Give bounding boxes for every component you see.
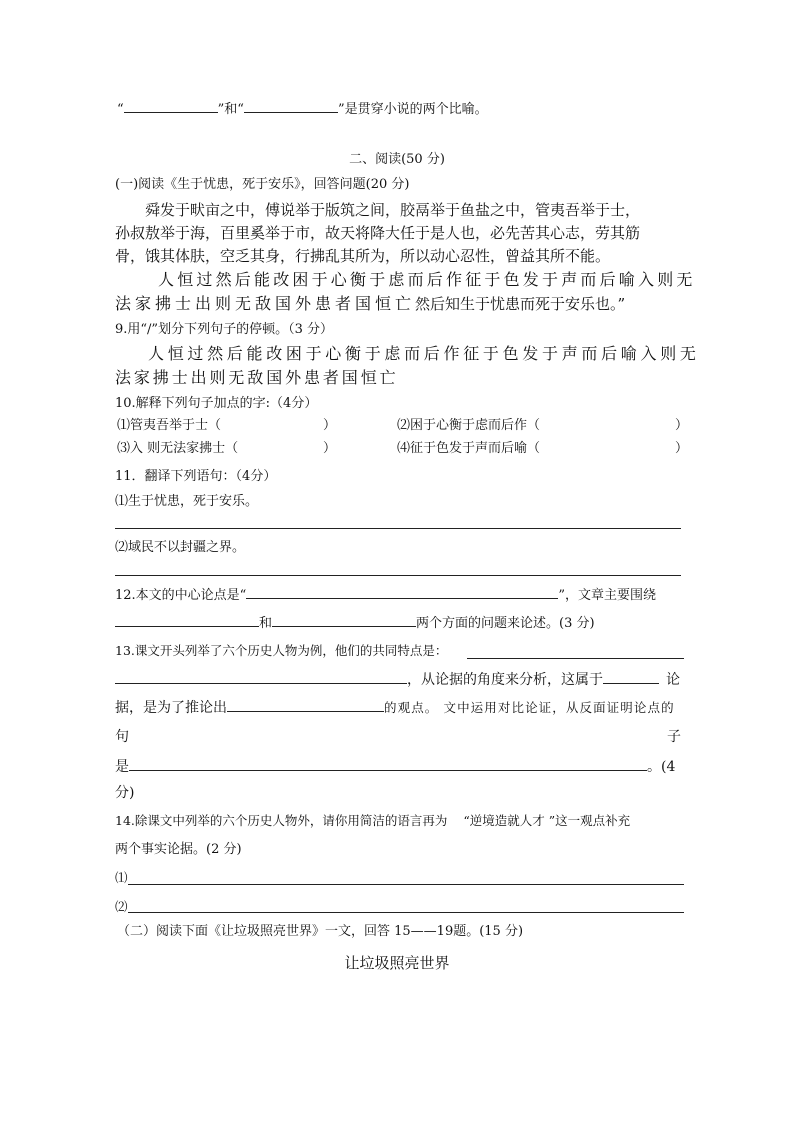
passage-line: 舜发于畎亩之中，傅说举于版筑之间，胶鬲举于鱼盐之中，管夷吾举于士， <box>145 201 641 219</box>
question-13-line: 分) <box>115 785 135 801</box>
answer-blank[interactable] <box>124 111 218 113</box>
question-10-close: ） <box>675 418 689 433</box>
question-9-title: 9.用“/”划分下列句子的停顿。（3 分） <box>115 322 333 337</box>
question-10-item: ⑷征于色发于声而后喻（ <box>397 441 541 456</box>
answer-blank[interactable] <box>244 111 338 113</box>
passage-line: 孙叔敖举于海，百里奚举于市，故天将降大任于是人也，必先苦其心志，劳其筋 <box>115 224 641 242</box>
question-11-title: 11．翻译下列语句：（4分） <box>115 469 277 484</box>
answer-line[interactable] <box>128 912 684 913</box>
top-line: “ ”和“ ”是贯穿小说的两个比喻。 <box>117 102 488 117</box>
question-13-line: 13.课文开头列举了六个历史人物为例，他们的共同特点是： <box>115 643 448 658</box>
question-13-line: 是 。(4 <box>115 759 676 775</box>
answer-blank[interactable] <box>129 769 647 771</box>
answer-line[interactable] <box>467 658 684 659</box>
question-12-line: 12.本文的中心论点是“ ”，文章主要围绕 <box>115 588 656 603</box>
question-9-sentence: 法家拂士出则无敌国外患者国恒亡 <box>115 368 399 387</box>
question-9-sentence: 人恒过然后能改困于心衡于虑而后作征于色发于声而后喻入则无 <box>148 344 700 363</box>
question-14-item: ⑴ <box>115 870 128 885</box>
answer-blank[interactable] <box>272 625 416 627</box>
question-13-line: 子 <box>667 729 681 745</box>
question-10-item: ⑴管夷吾举于士（ <box>117 418 222 433</box>
answer-blank[interactable] <box>227 710 384 712</box>
question-10-title: 10.解释下列句子加点的字:（4分） <box>115 396 318 411</box>
question-10-item: ⑶入 则无法家拂士（ <box>117 441 239 456</box>
question-10-close: ） <box>323 441 337 456</box>
question-11-item: ⑴生于忧患，死于安乐。 <box>115 494 259 509</box>
answer-blank[interactable] <box>115 625 259 627</box>
answer-line[interactable] <box>115 575 681 576</box>
article-title: 让垃圾照亮世界 <box>344 954 450 972</box>
answer-blank[interactable] <box>115 682 407 684</box>
part2-heading: （二）阅读下面《让垃圾照亮世界》一文，回答 15——19题。(15 分) <box>117 924 524 939</box>
answer-line[interactable] <box>128 884 684 885</box>
question-14-line: 两个事实论据。(2 分) <box>115 842 242 857</box>
question-10-item: ⑵困于心衡于虑而后作（ <box>397 418 541 433</box>
question-14-item: ⑵ <box>115 899 128 914</box>
question-10-close: ） <box>675 441 689 456</box>
question-13-line: 句 <box>115 729 129 745</box>
question-11-item: ⑵域民不以封疆之界。 <box>115 540 246 555</box>
question-14-line: 14.除课文中列举的六个历史人物外，请你用简洁的语言再为 “逆境造就人才 ”这一观点补充 <box>115 813 631 828</box>
answer-blank[interactable] <box>603 682 659 684</box>
section-title: 二、阅读(50 分) <box>349 152 445 167</box>
question-10-close: ） <box>323 418 337 433</box>
answer-line[interactable] <box>115 528 681 529</box>
question-13-line: ，从论据的角度来分析，这属于 <box>115 673 659 687</box>
passage-line: 骨，饿其体肤，空乏其身，行拂乱其所为，所以动心忍性，曾益其所不能。 <box>115 247 611 265</box>
part1-heading: (一)阅读《生于忧患，死于安乐》，回答问题(20 分) <box>115 177 410 192</box>
question-13-line: 据，是为了推论出 的观点。 文中运用对比论证，从反面证明论点的 <box>115 700 675 716</box>
passage-line: 人恒过然后能改困于心衡于虑而后作征于色发于声而后喻入则无 <box>158 270 696 289</box>
passage-line: 法家拂士出则无敌国外患者国恒亡然后知生于忧患而死于安乐也。” <box>115 294 626 313</box>
question-12-line: 和 两个方面的问题来论述。(3 分) <box>115 617 595 630</box>
question-13-line-end: 论 <box>666 672 680 688</box>
answer-blank[interactable] <box>246 597 558 599</box>
